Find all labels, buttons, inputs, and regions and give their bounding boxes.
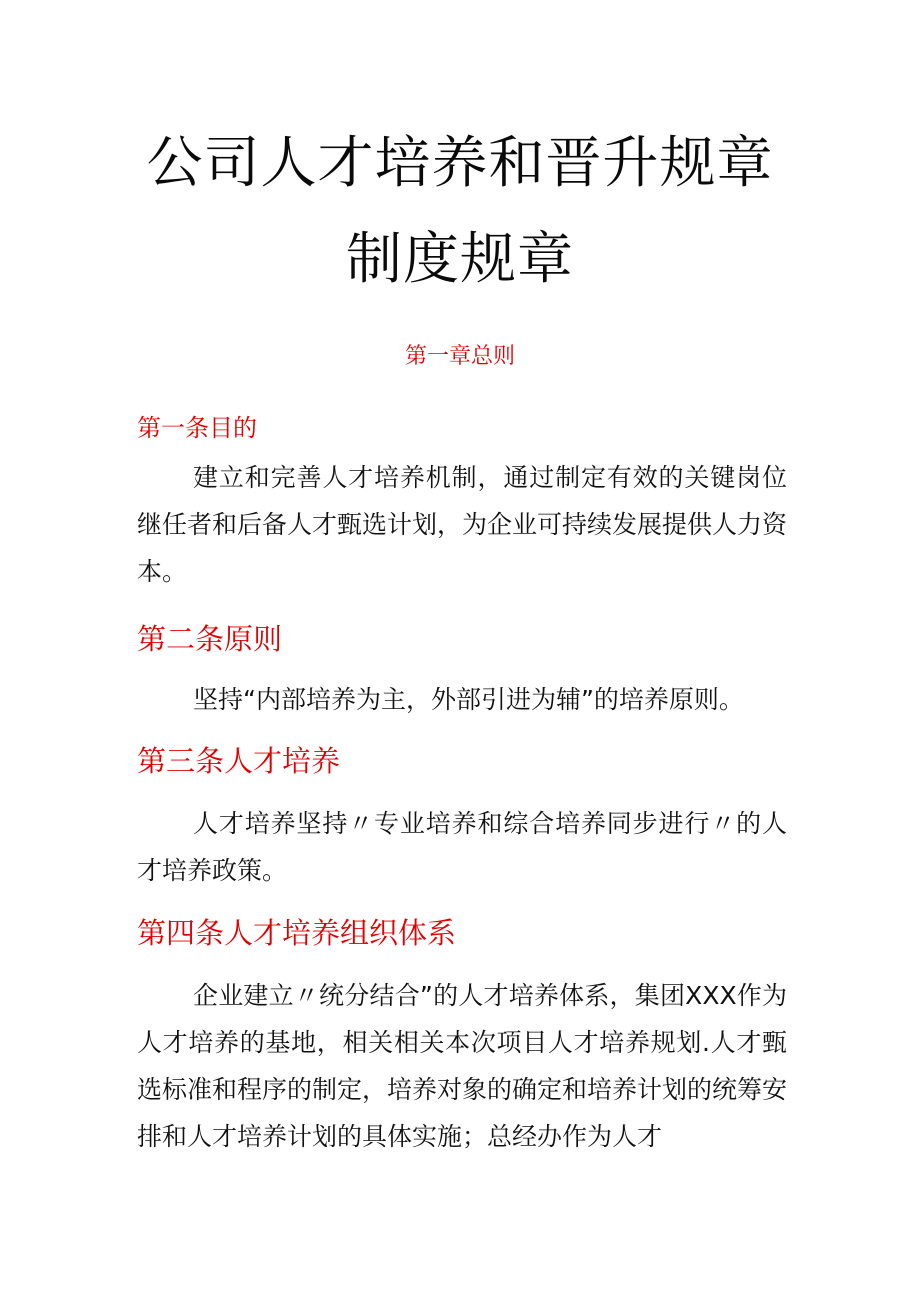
chapter-heading: 第一章总则 [404, 344, 515, 369]
section-body-1: 建立和完善人才培养机制，通过制定有效的关键岗位继任者和后备人才甄选计划，为企业可持续发展提供人力资本。 [137, 463, 788, 586]
section-body-4: 企业建立〃统分结合”的人才培养体系，集团XXX作为人才培养的基地，相关相关本次项目人才培养规划.人才甄选标准和程序的制定，培养对象的确定和培养计划的统筹安排和人才培养计划的具体实施；总经办作为人才 [137, 981, 788, 1151]
section-heading-4: 第四条人才培养组织体系 [137, 916, 457, 950]
section-heading-3: 第三条人才培养 [137, 744, 341, 778]
section-body-3: 人才培养坚持〃专业培养和综合培养同步进行〃的人才培养政策。 [137, 809, 787, 885]
section-heading-1: 第一条目的 [137, 414, 257, 442]
section-heading-2: 第二条原则 [137, 622, 283, 656]
document-title-line-1: 公司人才培养和晋升规章 [146, 131, 774, 196]
document-title-line-2: 制度规章 [346, 227, 574, 292]
section-body-2: 坚持“内部培养为主，外部引进为辅”的培养原则。 [193, 685, 744, 714]
